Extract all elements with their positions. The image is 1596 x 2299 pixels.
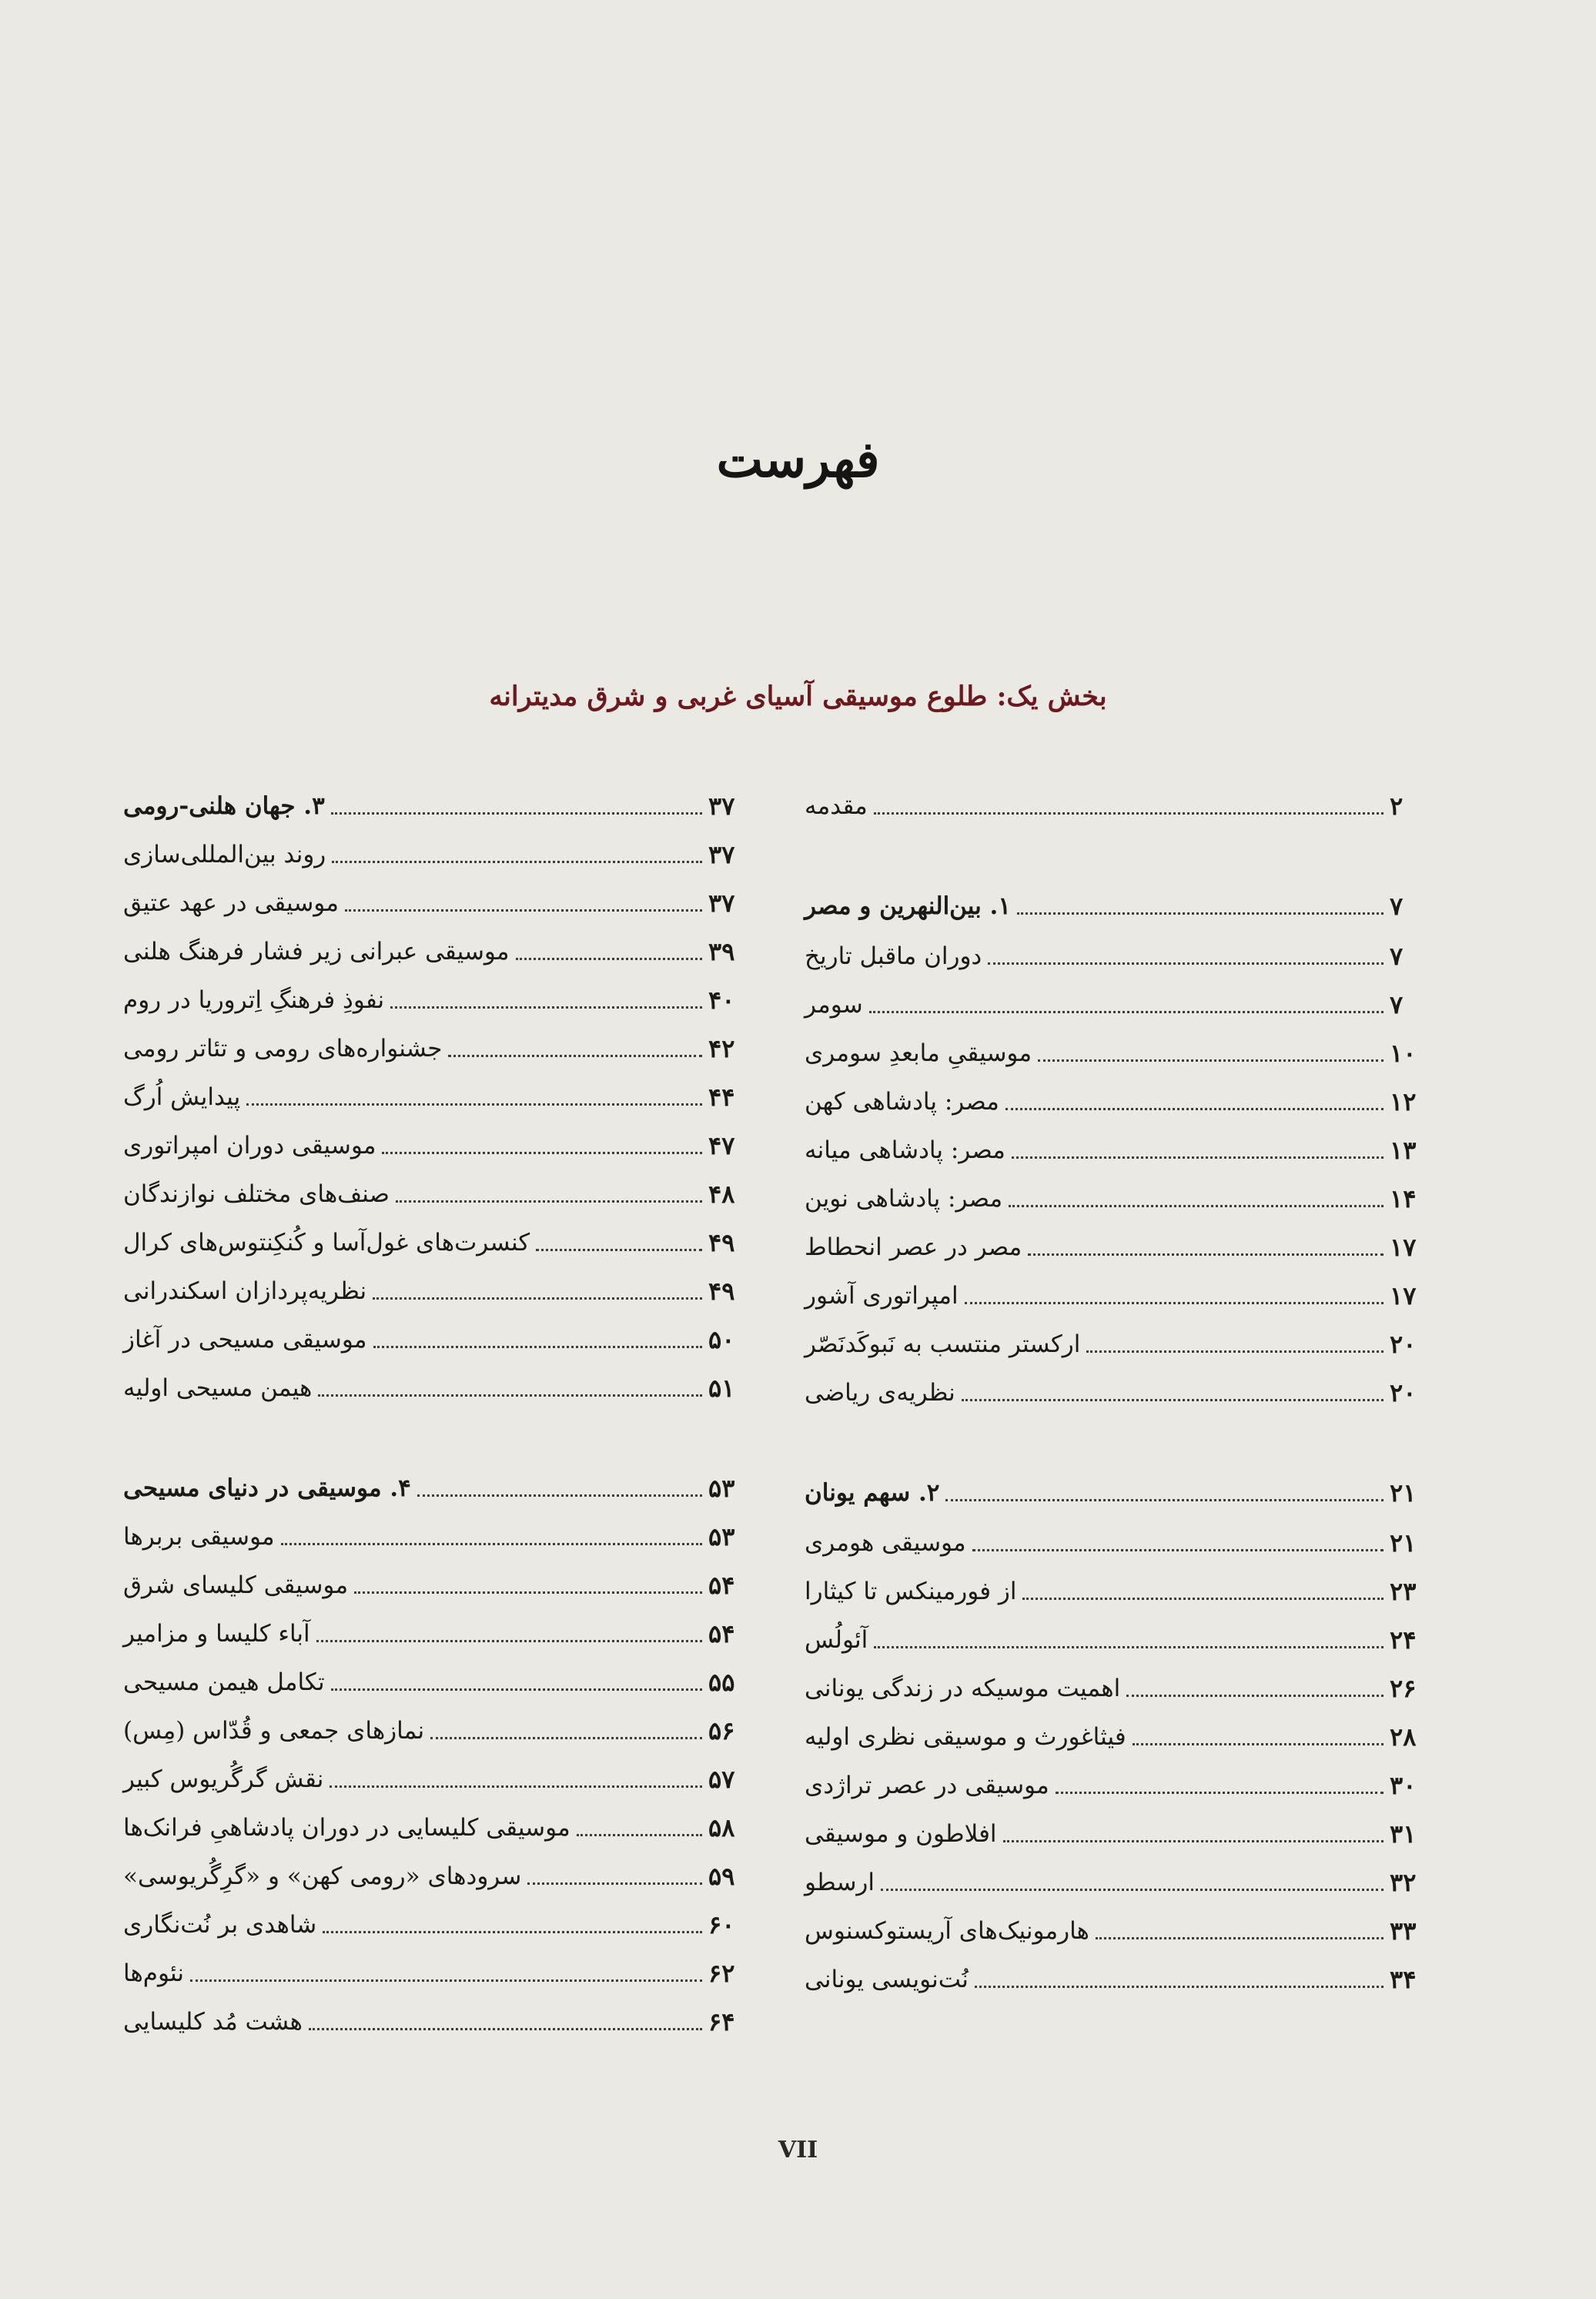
toc-entry-title: نقش گرگُریوس کبیر: [123, 1765, 324, 1793]
toc-entry-title: هارمونیک‌های آریستوکسنوس: [805, 1917, 1089, 1945]
toc-page-number: ۴۰: [708, 986, 735, 1015]
toc-page-number: ۵۳: [708, 1474, 735, 1503]
toc-entry: [123, 886, 762, 920]
toc-entry-title: موسیقی هومری: [805, 1529, 966, 1557]
toc-entry-title: آباء کلیسا و مزامیر: [123, 1620, 310, 1648]
toc-entry: [123, 1908, 762, 1942]
toc-page-number: ۲۴: [1390, 1625, 1417, 1655]
toc-entry-title: نُت‌نویسی یونانی: [805, 1966, 969, 1993]
toc-page-number: ۶۴: [708, 2007, 735, 2036]
toc-page-number: ۴۴: [708, 1083, 735, 1112]
toc-entry: [123, 1811, 762, 1845]
toc-entry: [123, 1032, 762, 1066]
dot-leader: [373, 1346, 702, 1348]
toc-entry: [123, 1762, 762, 1796]
toc-entry-title: مصر: پادشاهی نوین: [805, 1185, 1003, 1213]
toc-entry: [805, 1133, 1444, 1167]
toc-entry: [805, 1963, 1444, 1996]
toc-page-number: ۱۷: [1390, 1281, 1417, 1310]
toc-entry-title: ۳. جهان هلنی-رومی: [123, 792, 325, 820]
toc-page-number: ۲۳: [1390, 1577, 1417, 1606]
toc-entry-title: موسیقی در عهد عتیق: [123, 889, 339, 917]
toc-page-number: ۵۵: [708, 1668, 735, 1697]
toc-page-number: ۵۰: [708, 1325, 735, 1354]
toc-entry: [805, 1866, 1444, 1899]
toc-entry: [123, 1520, 762, 1554]
toc-page-number: ۱۲: [1390, 1087, 1417, 1116]
toc-page-number: ۷: [1390, 942, 1404, 971]
toc-page-number: ۴۷: [708, 1131, 735, 1160]
toc-entry: [805, 1574, 1444, 1608]
dot-leader: [373, 1297, 702, 1300]
page-number: VII: [778, 2137, 818, 2163]
toc-page-number: ۶۰: [708, 1910, 735, 1939]
toc-entry-title: فیثاغورث و موسیقی نظری اولیه: [805, 1723, 1126, 1751]
toc-entry-title: ۱. بین‌النهرین و مصر: [805, 892, 1012, 920]
dot-leader: [417, 1494, 702, 1497]
toc-page-number: ۱۷: [1390, 1233, 1417, 1262]
toc-page-number: ۷: [1390, 990, 1404, 1019]
dot-leader: [516, 958, 702, 960]
toc-entry-title: از فورمینکس تا کیثارا: [805, 1578, 1017, 1605]
toc-page-number: ۲: [1390, 791, 1404, 821]
dot-leader: [1086, 1350, 1384, 1353]
dot-leader: [1022, 1598, 1384, 1600]
dot-leader: [316, 1640, 702, 1642]
dot-leader: [536, 1249, 702, 1251]
toc-page-number: ۳۰: [1390, 1771, 1417, 1800]
dot-leader: [448, 1055, 702, 1057]
dot-leader: [1009, 1205, 1384, 1207]
toc-page-number: ۳۹: [708, 937, 735, 966]
toc-entry-title: مصر در عصر انحطاط: [805, 1233, 1022, 1261]
dot-leader: [331, 1688, 702, 1691]
toc-page-number: ۵۴: [708, 1571, 735, 1600]
toc-entry-title: موسیقی عبرانی زیر فشار فرهنگ هلنی: [123, 938, 510, 965]
toc-entry: [123, 1080, 762, 1114]
toc-page-number: ۲۰: [1390, 1378, 1417, 1407]
toc-page-number: ۴۹: [708, 1228, 735, 1257]
dot-leader: [1012, 1156, 1384, 1159]
toc-entry: [123, 1226, 762, 1260]
toc-entry-title: نظریه‌پردازان اسکندرانی: [123, 1277, 367, 1305]
toc-entry-title: هشت مُد کلیسایی: [123, 2008, 303, 2036]
toc-chapter-heading: [123, 1471, 762, 1505]
toc-page-number: ۳۱: [1390, 1819, 1417, 1849]
toc-entry: [805, 1914, 1444, 1948]
toc-entry-title: شاهدی بر نُت‌نگاری: [123, 1911, 317, 1939]
toc-entry-title: سرودهای «رومی کهن» و «گرِگُریوسی»: [123, 1862, 522, 1890]
toc-page-number: ۳۷: [708, 791, 735, 821]
toc-entry-title: مقدمه: [805, 792, 868, 820]
dot-leader: [331, 812, 702, 815]
toc-page-number: ۲۸: [1390, 1722, 1417, 1752]
dot-leader: [874, 1646, 1384, 1648]
toc-page-number: ۴۲: [708, 1034, 735, 1063]
toc-page-number: ۳۷: [708, 840, 735, 869]
dot-leader: [396, 1200, 702, 1203]
toc-entry-title: موسیقی کلیسایی در دوران پادشاهیِ فرانک‌ها: [123, 1814, 570, 1842]
toc-entry-title: مصر: پادشاهی میانه: [805, 1136, 1005, 1164]
toc-entry: [123, 1956, 762, 1990]
toc-entry: [805, 1720, 1444, 1754]
toc-entry-title: مصر: پادشاهی کهن: [805, 1088, 999, 1116]
toc-entry-title: نفوذِ فرهنگِ اِتروریا در روم: [123, 986, 385, 1014]
toc-entry-title: صنف‌های مختلف نوازندگان: [123, 1180, 390, 1208]
dot-leader: [965, 1302, 1384, 1304]
toc-entry: [805, 789, 1444, 823]
toc-page-number: ۳۳: [1390, 1916, 1417, 1946]
toc-entry-title: موسیقیِ مابعدِ سومری: [805, 1039, 1032, 1067]
dot-leader: [1038, 1059, 1384, 1062]
toc-entry-title: ارکستر منتسب به نَبوکَدنَصّر: [805, 1330, 1081, 1358]
dot-leader: [972, 1549, 1384, 1551]
toc-entry: [805, 1327, 1444, 1361]
toc-entry: [123, 1323, 762, 1357]
toc-entry: [805, 1817, 1444, 1851]
toc-entry: [123, 1274, 762, 1308]
toc-entry-title: موسیقی کلیسای شرق: [123, 1571, 349, 1599]
toc-entry-title: آئولُس: [805, 1626, 868, 1654]
part-title: بخش یک: طلوع موسیقی آسیای غربی و شرق مدیترانه: [489, 681, 1107, 712]
toc-entry: [123, 1371, 762, 1405]
dot-leader: [874, 812, 1384, 815]
toc-page-number: ۳۲: [1390, 1868, 1417, 1897]
toc-entry-title: موسیقی مسیحی در آغاز: [123, 1326, 367, 1354]
toc-entry-title: هیمن مسیحی اولیه: [123, 1374, 313, 1402]
toc-entry: [123, 2005, 762, 2039]
toc-entry-title: موسیقی در عصر تراژدی: [805, 1772, 1049, 1799]
dot-leader: [332, 861, 702, 863]
dot-leader: [881, 1889, 1384, 1891]
toc-entry: [805, 1376, 1444, 1410]
toc-entry: [805, 1182, 1444, 1216]
toc-entry-title: نظریه‌ی ریاضی: [805, 1379, 955, 1407]
toc-entry-title: نمازهای جمعی و قُدّاس (مِس): [123, 1717, 425, 1745]
toc-page-number: ۷: [1390, 892, 1404, 921]
dot-leader: [577, 1834, 702, 1836]
dot-leader: [345, 909, 702, 912]
dot-leader: [988, 962, 1384, 965]
toc-entry-title: سومر: [805, 991, 863, 1019]
toc-entry: [123, 1129, 762, 1163]
toc-entry: [805, 1036, 1444, 1070]
page-title: فهرست: [716, 431, 880, 489]
dot-leader: [962, 1399, 1384, 1401]
dot-leader: [190, 1979, 702, 1982]
toc-entry-title: پیدایش اُرگ: [123, 1083, 241, 1111]
dot-leader: [1017, 912, 1384, 915]
toc-entry: [805, 939, 1444, 973]
toc-page-number: ۵۷: [708, 1765, 735, 1794]
dot-leader: [1005, 1108, 1384, 1110]
toc-entry-title: نئوم‌ها: [123, 1959, 184, 1987]
toc-entry: [123, 838, 762, 872]
toc-entry-title: موسیقی بربرها: [123, 1523, 275, 1551]
toc-page-number: ۱۳: [1390, 1136, 1417, 1165]
toc-entry-title: امپراتوری آشور: [805, 1282, 959, 1310]
toc-page-number: ۵۱: [708, 1374, 735, 1403]
toc-entry-title: ۲. سهم یونان: [805, 1479, 940, 1507]
dot-leader: [527, 1882, 702, 1885]
toc-entry: [805, 1672, 1444, 1705]
toc-entry: [805, 1623, 1444, 1657]
toc-chapter-heading: [123, 789, 762, 823]
toc-page-number: ۶۲: [708, 1959, 735, 1988]
toc-entry-title: روند بین‌المللی‌سازی: [123, 841, 326, 868]
dot-leader: [1028, 1253, 1384, 1256]
toc-entry: [805, 988, 1444, 1022]
toc-entry-title: ارسطو: [805, 1869, 875, 1896]
toc-entry-title: افلاطون و موسیقی: [805, 1820, 997, 1848]
toc-page-number: ۲۶: [1390, 1674, 1417, 1703]
toc-page-number: ۱۴: [1390, 1184, 1417, 1213]
toc-entry-title: دوران ماقبل تاریخ: [805, 942, 982, 970]
dot-leader: [1126, 1695, 1384, 1697]
toc-page-number: ۲۱: [1390, 1478, 1417, 1508]
toc-page-number: ۲۱: [1390, 1528, 1417, 1558]
toc-entry: [805, 1526, 1444, 1560]
dot-leader: [354, 1591, 702, 1594]
toc-page-number: ۴۸: [708, 1180, 735, 1209]
dot-leader: [1133, 1743, 1384, 1745]
toc-page-number: ۴۹: [708, 1277, 735, 1306]
dot-leader: [430, 1737, 702, 1739]
toc-page-number: ۵۶: [708, 1716, 735, 1745]
toc-entry: [805, 1769, 1444, 1802]
toc-entry-title: ۴. موسیقی در دنیای مسیحی: [123, 1474, 411, 1502]
dot-leader: [318, 1394, 702, 1397]
toc-entry: [123, 1714, 762, 1748]
toc-entry: [123, 1177, 762, 1211]
dot-leader: [281, 1543, 702, 1545]
dot-leader: [975, 1986, 1384, 1988]
dot-leader: [945, 1499, 1384, 1501]
toc-page-number: ۳۷: [708, 888, 735, 918]
dot-leader: [330, 1785, 702, 1788]
dot-leader: [309, 2028, 702, 2030]
toc-page-number: ۵۴: [708, 1619, 735, 1648]
toc-entry: [805, 1085, 1444, 1119]
toc-entry-title: کنسرت‌های غول‌آسا و کُنکِنتوس‌های کرال: [123, 1229, 530, 1257]
toc-page-number: ۵۸: [708, 1813, 735, 1842]
toc-entry: [123, 935, 762, 969]
toc-entry: [123, 1859, 762, 1893]
toc-entry: [805, 1279, 1444, 1313]
dot-leader: [869, 1011, 1384, 1013]
dot-leader: [1096, 1937, 1384, 1939]
toc-page-number: ۱۰: [1390, 1039, 1417, 1068]
toc-page-number: ۳۴: [1390, 1965, 1417, 1994]
toc-page-number: ۲۰: [1390, 1330, 1417, 1359]
dot-leader: [390, 1006, 702, 1009]
toc-entry-title: موسیقی دوران امپراتوری: [123, 1132, 376, 1160]
toc-entry-title: اهمیت موسیکه در زندگی یونانی: [805, 1675, 1121, 1702]
dot-leader: [1056, 1792, 1384, 1794]
toc-entry: [123, 1665, 762, 1699]
toc-entry-title: جشنواره‌های رومی و تئاتر رومی: [123, 1035, 443, 1062]
toc-chapter-heading: [805, 1476, 1444, 1510]
dot-leader: [323, 1931, 702, 1933]
toc-page-number: ۵۹: [708, 1862, 735, 1891]
toc-entry-title: تکامل هیمن مسیحی: [123, 1668, 325, 1696]
toc-entry: [123, 1568, 762, 1602]
toc-entry: [805, 1230, 1444, 1264]
dot-leader: [382, 1152, 702, 1154]
toc-page-number: ۵۳: [708, 1522, 735, 1551]
toc-entry: [123, 1617, 762, 1651]
toc-chapter-heading: [805, 889, 1444, 923]
toc-entry: [123, 983, 762, 1017]
dot-leader: [1003, 1840, 1384, 1842]
dot-leader: [246, 1103, 702, 1106]
